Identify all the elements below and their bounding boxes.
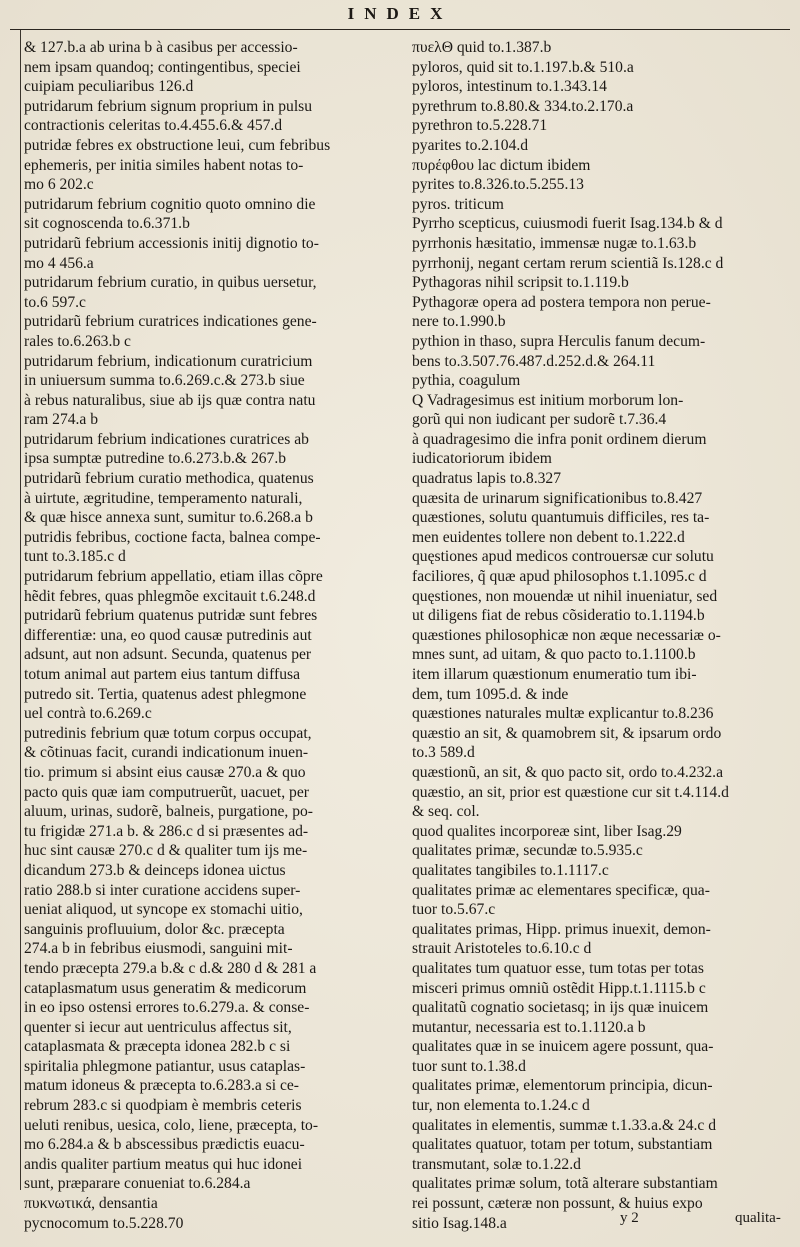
index-line: transmutant, solæ to.1.22.d	[412, 1155, 581, 1173]
index-line: putridæ febres ex obstructione leui, cum febribus	[24, 136, 331, 154]
index-line: quęstiones, non mouendæ ut nihil inueniatur, sed	[412, 587, 718, 605]
running-header	[0, 2, 800, 36]
index-line: cuipiam peculiaribus 126.d	[24, 78, 194, 96]
index-line: mnes sunt, ad uitam, & quo pacto to.1.1100.b	[412, 646, 696, 664]
index-line: qualitates primas, Hipp. primus inuexit, demon-	[412, 920, 711, 938]
index-line: tuor to.5.67.c	[412, 901, 496, 919]
index-line: quæstiones naturales multæ explicantur to.8.236	[412, 705, 714, 723]
index-line: à quadragesimo die infra ponit ordinem dierum	[412, 430, 707, 448]
index-line: à uirtute, ægritudine, temperamento naturali,	[24, 489, 303, 507]
index-line: putridarum febrium appellatio, etiam illas cõpre	[24, 568, 323, 586]
index-line: pyrrhonis hæsitatio, immensæ nugæ to.1.63.b	[412, 234, 697, 252]
index-line: rales to.6.263.b c	[24, 332, 131, 350]
index-line: hẽdit febres, quas phlegmõe excitauit t.6.248.d	[24, 587, 316, 605]
index-column-right	[412, 38, 777, 1233]
index-line: dem, tum 1095.d. & inde	[412, 685, 569, 703]
index-line: quenter si iecur aut uentriculus affectus sit,	[24, 1018, 292, 1036]
index-line: to.6 597.c	[24, 293, 86, 311]
index-line: tuor sunt to.1.38.d	[412, 1057, 526, 1075]
index-line: ueluti renibus, uesica, colo, liene, præcepta, to-	[24, 1116, 319, 1134]
index-line: pacto quis quæ iam computruerũt, uacuet, per	[24, 783, 309, 801]
index-line: putridarum febrium indicationes curatrices ab	[24, 430, 309, 448]
index-line: andis qualiter partium meatus qui huc idonei	[24, 1155, 303, 1173]
index-line: putridarũ febrium accessionis initij dignotio to-	[24, 234, 319, 252]
index-line: nem ipsam quandoq; contingentibus, speciei	[24, 58, 301, 76]
index-line: & cõtinuas facit, curandi indicationum inuen-	[24, 744, 309, 762]
index-line: tur, non elementa to.1.24.c d	[412, 1097, 590, 1115]
index-line: pyarites to.2.104.d	[412, 136, 529, 154]
index-line: sit cognoscenda to.6.371.b	[24, 215, 190, 233]
index-line: bens to.3.507.76.487.d.252.d.& 264.11	[412, 352, 656, 370]
index-line: ratio 288.b si inter curatione accidens super-	[24, 881, 301, 899]
index-line: mo 4 456.a	[24, 254, 94, 272]
page-title: INDEX	[347, 4, 453, 23]
index-line: putridarum febrium, indicationum curatricium	[24, 352, 313, 370]
index-line: pyrethrum to.8.80.& 334.to.2.170.a	[412, 97, 634, 115]
index-line: πυρέφθου lac dictum ibidem	[412, 156, 591, 174]
index-line: putridarũ febrium quatenus putridæ sunt febres	[24, 607, 318, 625]
index-line: pyros. triticum	[412, 195, 504, 213]
index-line: totum animal aut partem eius tantum diffusa	[24, 666, 301, 683]
index-line: qualitates primæ solum, totã alterare substantiam	[412, 1175, 718, 1193]
index-line: men euidentes tollere non debent to.1.222.d	[412, 528, 685, 546]
index-line: quæstiones philosophicæ non æque necessariæ o-	[412, 626, 721, 644]
index-column-left	[24, 38, 390, 1233]
index-line: adsunt, aut non adsunt. Secunda, quatenus per	[24, 646, 312, 664]
index-line: qualitates quatuor, totam per totum, substantiam	[412, 1136, 713, 1154]
index-line: putridis febribus, coctione facta, balnea compe-	[24, 528, 321, 546]
index-line: sanguinis profluuium, dolor &c. præcepta	[24, 920, 285, 938]
index-line: in uniuersum summa to.6.269.c.& 273.b siue	[24, 372, 305, 390]
index-line: putridarum febrium curatio, in quibus uersetur,	[24, 274, 317, 292]
index-line: Q Vadragesimus est initium morborum lon-	[412, 391, 684, 409]
index-line: πυελΘ quid to.1.387.b	[412, 39, 552, 56]
index-line: sunt, præparare conueniat to.6.284.a	[24, 1175, 251, 1193]
index-line: dicandum 273.b & deinceps idonea uictus	[24, 861, 286, 879]
index-line: ut diligens fiat de rebus cõsideratio to.1.1194.b	[412, 607, 705, 625]
index-line: pycnocomum to.5.228.70	[24, 1214, 184, 1232]
index-line: sitio Isag.148.a	[412, 1214, 507, 1232]
index-line: putridarũ febrium curatio methodica, quatenus	[24, 470, 314, 488]
index-line: mo 6.284.a & b abscessibus prædictis euacu-	[24, 1136, 305, 1154]
index-line: 274.a b in febribus eiusmodi, sanguini mit-	[24, 940, 293, 958]
index-line: item illarum quæstionum enumeratio tum ibi-	[412, 666, 697, 683]
index-line: & quæ hisce annexa sunt, sumitur to.6.268.a b	[24, 509, 313, 527]
index-line: faciliores, q̃ quæ apud philosophos t.1.1095.c d	[412, 568, 707, 586]
index-line: πυκνωτικά, densantia	[24, 1195, 158, 1213]
index-line: in eo ipso ostensi errores to.6.279.a. & conse-	[24, 999, 310, 1017]
index-line: contractionis celeritas to.4.455.6.& 457.d	[24, 117, 283, 135]
index-line: tio. primum si absint eius causæ 270.a & quo	[24, 763, 306, 781]
left-margin-rule	[20, 30, 21, 1190]
index-line: pyrethron to.5.228.71	[412, 117, 548, 135]
index-line: misceri primus omniũ ostẽdit Hipp.t.1.1115.b c	[412, 979, 706, 997]
index-line: quadratus lapis to.8.327	[412, 470, 561, 488]
header-rule	[10, 29, 790, 30]
index-line: à rebus naturalibus, siue ab ijs quæ contra natu	[24, 391, 316, 409]
index-line: cataplasmata & præcepta idonea 282.b c si	[24, 1038, 291, 1056]
index-line: qualitates tangibiles to.1.1117.c	[412, 861, 609, 879]
index-line: Pythagoras nihil scripsit to.1.119.b	[412, 274, 629, 292]
signature-mark: y 2	[620, 1210, 639, 1226]
index-line: qualitates in elementis, summæ t.1.33.a.& 24.c d	[412, 1116, 717, 1134]
index-line: quæstiones, solutu quantumuis difficiles, res ta-	[412, 509, 710, 527]
index-line: cataplasmatum usus generatim & medicorum	[24, 979, 307, 997]
index-line: quęstiones apud medicos controuersæ cur solutu	[412, 548, 714, 566]
index-line: mutantur, necessaria est to.1.1120.a b	[412, 1018, 646, 1036]
index-line: rei possunt, cæteræ non possunt, & huius expo	[412, 1195, 703, 1213]
index-line: putredo sit. Tertia, quatenus adest phlegmone	[24, 685, 307, 703]
index-line: quæstionũ, an sit, & quo pacto sit, ordo to.4.232.a	[412, 763, 723, 781]
index-line: qualitates primæ ac elementares specificæ, qua-	[412, 881, 710, 899]
index-line: ipsa sumptæ putredine to.6.273.b.& 267.b	[24, 450, 287, 468]
index-line: nere to.1.990.b	[412, 313, 506, 331]
index-line: Pyrrho scepticus, cuiusmodi fuerit Isag.134.b & d	[412, 215, 723, 233]
index-line: putridarũ febrium curatrices indicationes gene-	[24, 313, 317, 331]
index-line: quæstio, an sit, prior est quæstione cur sit t.4.114.d	[412, 783, 729, 801]
index-line: huc sint causæ 270.c d & qualiter tum ijs me-	[24, 842, 308, 860]
index-line: strauit Aristoteles to.6.10.c d	[412, 940, 592, 958]
index-line: pyrrhonij, negant certam rerum scientiã Is.128.c d	[412, 254, 724, 272]
index-line: uel contrà to.6.269.c	[24, 705, 152, 723]
index-line: ueniat aliquod, ut syncope ex stomachi uitio,	[24, 901, 303, 919]
index-line: rebrum 283.c si quodpiam è membris ceteris	[24, 1097, 302, 1115]
index-line: qualitates tum quatuor esse, tum totas per totas	[412, 959, 704, 977]
index-line: tendo præcepta 279.a b.& c d.& 280 d & 281 a	[24, 959, 317, 977]
index-line: qualitates primæ, secundæ to.5.935.c	[412, 842, 643, 860]
index-line: iudicatoriorum ibidem	[412, 450, 552, 468]
index-line: pyloros, intestinum to.1.343.14	[412, 78, 607, 96]
index-line: ephemeris, per initia similes habent notas to-	[24, 156, 304, 174]
index-line: differentiæ: una, eo quod causæ putredinis aut	[24, 626, 312, 644]
index-line: tu frigidæ 271.a b. & 286.c d si præsentes ad-	[24, 822, 309, 840]
index-line: to.3 589.d	[412, 744, 475, 762]
index-line: ram 274.a b	[24, 411, 99, 429]
index-line: pyrites to.8.326.to.5.255.13	[412, 176, 584, 194]
index-line: tunt to.3.185.c d	[24, 548, 126, 566]
index-line: putridarum febrium cognitio quoto omnino die	[24, 195, 316, 213]
index-line: gorũ qui non iudicant per sudorẽ t.7.36.4	[412, 411, 667, 429]
index-line: Pythagoræ opera ad postera tempora non perue-	[412, 293, 711, 311]
index-line: quod qualites incorporeæ sint, liber Isag.29	[412, 822, 682, 840]
index-line: qualitates primæ, elementorum principia, dicun-	[412, 1077, 713, 1095]
index-line: quæstio an sit, & quamobrem sit, & ipsarum ordo	[412, 724, 722, 742]
index-line: matum idoneus & præcepta to.6.283.a si ce-	[24, 1077, 299, 1095]
index-line: pyloros, quid sit to.1.197.b.& 510.a	[412, 58, 634, 76]
index-line: qualitates quæ in se inuicem agere possunt, qua-	[412, 1038, 714, 1056]
index-line: aluum, urinas, sudorẽ, balneis, purgatione, po-	[24, 803, 314, 821]
index-line: & 127.b.a ab urina b à casibus per accessio-	[24, 39, 298, 56]
index-line: qualitatũ cognatio societasq; in ijs quæ inuicem	[412, 999, 709, 1017]
index-line: & seq. col.	[412, 803, 480, 821]
index-line: putredinis febrium quæ totum corpus occupat,	[24, 724, 312, 742]
catchword: qualita-	[735, 1210, 781, 1226]
index-line: spiritalia phlegmone patiantur, usus cataplas-	[24, 1057, 306, 1075]
index-line: quæsita de urinarum significationibus to.8.427	[412, 489, 703, 507]
index-line: mo 6 202.c	[24, 176, 94, 194]
index-line: putridarum febrium signum proprium in pulsu	[24, 97, 313, 115]
index-line: pythion in thaso, supra Herculis fanum decum-	[412, 332, 706, 350]
index-line: pythia, coagulum	[412, 372, 521, 390]
